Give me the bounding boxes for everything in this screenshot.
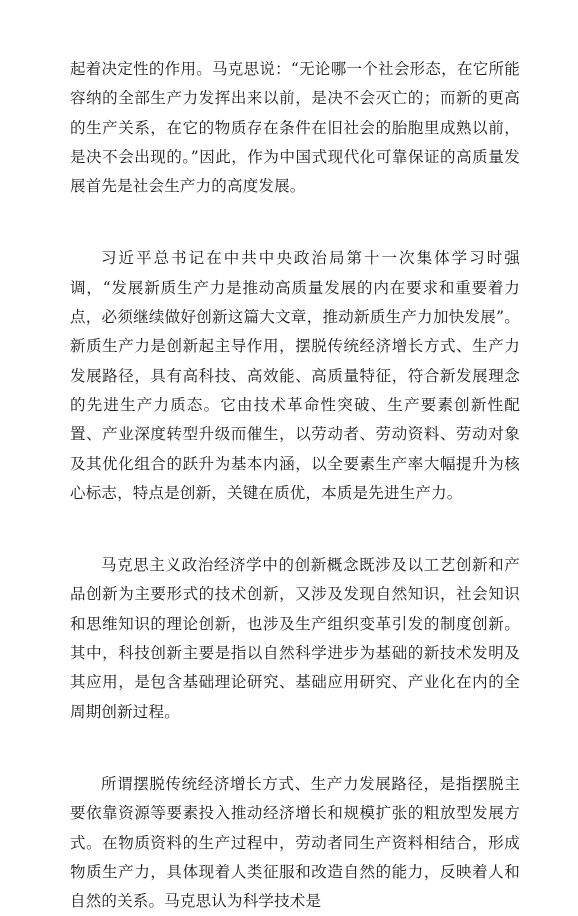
paragraph-2: 习近平总书记在中共中央政治局第十一次集体学习时强调，“发展新质生产力是推动高质量发展的内在要求和重要着力点，必须继续做好创新这篇大文章，推动新质生产力加快发展”。新质生产力是创新起主导作用，摆脱传统经济增长方式、生产力发展路径，具有高科技、高效能、高质量特征，符合新发展理念的先进生产力质态。它由技术革命性突破、生产要素创新性配置、产业深度转型升级而催生，以劳动者、劳动资料、劳动对象及其优化组合的跃升为基本内涵，以全要素生产率大幅提升为核心标志，特点是创新，关键在质优，本质是先进生产力。 — [70, 249, 520, 502]
paragraph-4: 所谓摆脱传统经济增长方式、生产力发展路径，是指摆脱主要依靠资源等要素投入推动经济增长和规模扩张的粗放型发展方式。在物质资料的生产过程中，劳动者同生产资料相结合，形成物质生产力，具体现着人类征服和改造自然的能力，反映着人和自然的关系。马克思认为科学技术是 — [70, 774, 520, 911]
paragraph-1: 起着决定性的作用。马克思说：“无论哪一个社会形态，在它所能容纳的全部生产力发挥出来以前，是决不会灭亡的；而新的更高的生产关系，在它的物质存在条件在旧社会的胎胞里成熟以前，是决不会出现的。”因此，作为中国式现代化可靠保证的高质量发展首先是社会生产力的高度发展。 — [70, 60, 520, 196]
paragraph-3: 马克思主义政治经济学中的创新概念既涉及以工艺创新和产品创新为主要形式的技术创新，又涉及发现自然知识，社会知识和思维知识的理论创新，也涉及生产组织变革引发的制度创新。其中，科技创新主要是指以自然科学进步为基础的新技术发明及其应用，是包含基础理论研究、基础应用研究、产业化在内的全周期创新过程。 — [70, 556, 520, 721]
